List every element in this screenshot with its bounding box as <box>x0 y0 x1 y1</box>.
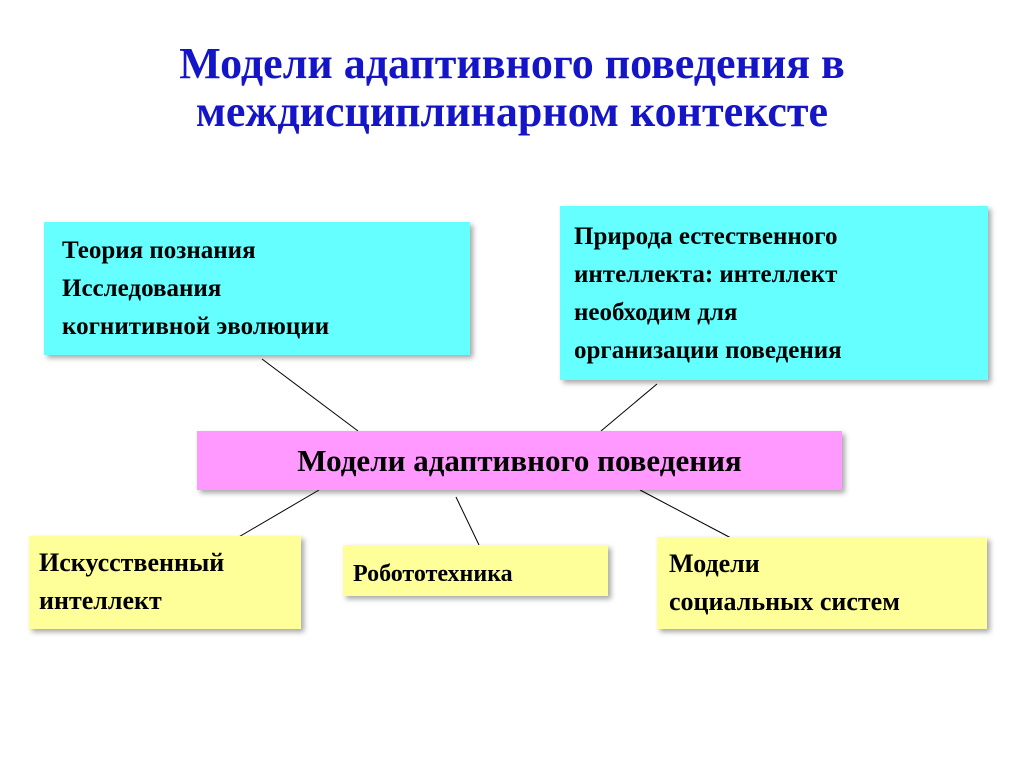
connector-center-to-robotics <box>456 497 479 545</box>
theory-box-line-3: когнитивной эволюции <box>62 313 330 340</box>
robotics-box <box>343 545 608 596</box>
social-systems-models-box <box>657 537 987 629</box>
nature-box-line-2: интеллекта: интеллект <box>574 261 838 288</box>
connector-center-to-ai <box>237 490 319 538</box>
connector-nature-to-center <box>601 384 657 431</box>
theory-of-cognition-box <box>44 222 470 355</box>
ai-box-line-1: Искусственный <box>39 548 225 577</box>
slide-title-line-2: междисциплинарном контексте <box>195 87 829 136</box>
connector-theory-to-center <box>262 359 358 431</box>
nature-box-line-1: Природа естественного <box>574 223 838 250</box>
ai-box-line-2: интеллект <box>39 586 162 615</box>
artificial-intelligence-box <box>29 536 301 629</box>
theory-box-line-1: Теория познания <box>62 237 256 264</box>
nature-box-line-3: необходим для <box>574 299 738 326</box>
robotics-box-label: Робототехника <box>353 561 513 587</box>
adaptive-behavior-models-box <box>197 431 842 490</box>
theory-box-line-2: Исследования <box>62 275 222 302</box>
connector-center-to-social <box>640 490 731 538</box>
slide-title-line-1: Модели адаптивного поведения в <box>179 39 845 88</box>
social-box-line-2: социальных систем <box>669 587 900 616</box>
nature-box-line-4: организации поведения <box>574 337 842 364</box>
center-box-label: Модели адаптивного поведения <box>297 443 742 478</box>
social-box-line-1: Модели <box>669 549 760 578</box>
natural-intelligence-box <box>560 206 988 380</box>
